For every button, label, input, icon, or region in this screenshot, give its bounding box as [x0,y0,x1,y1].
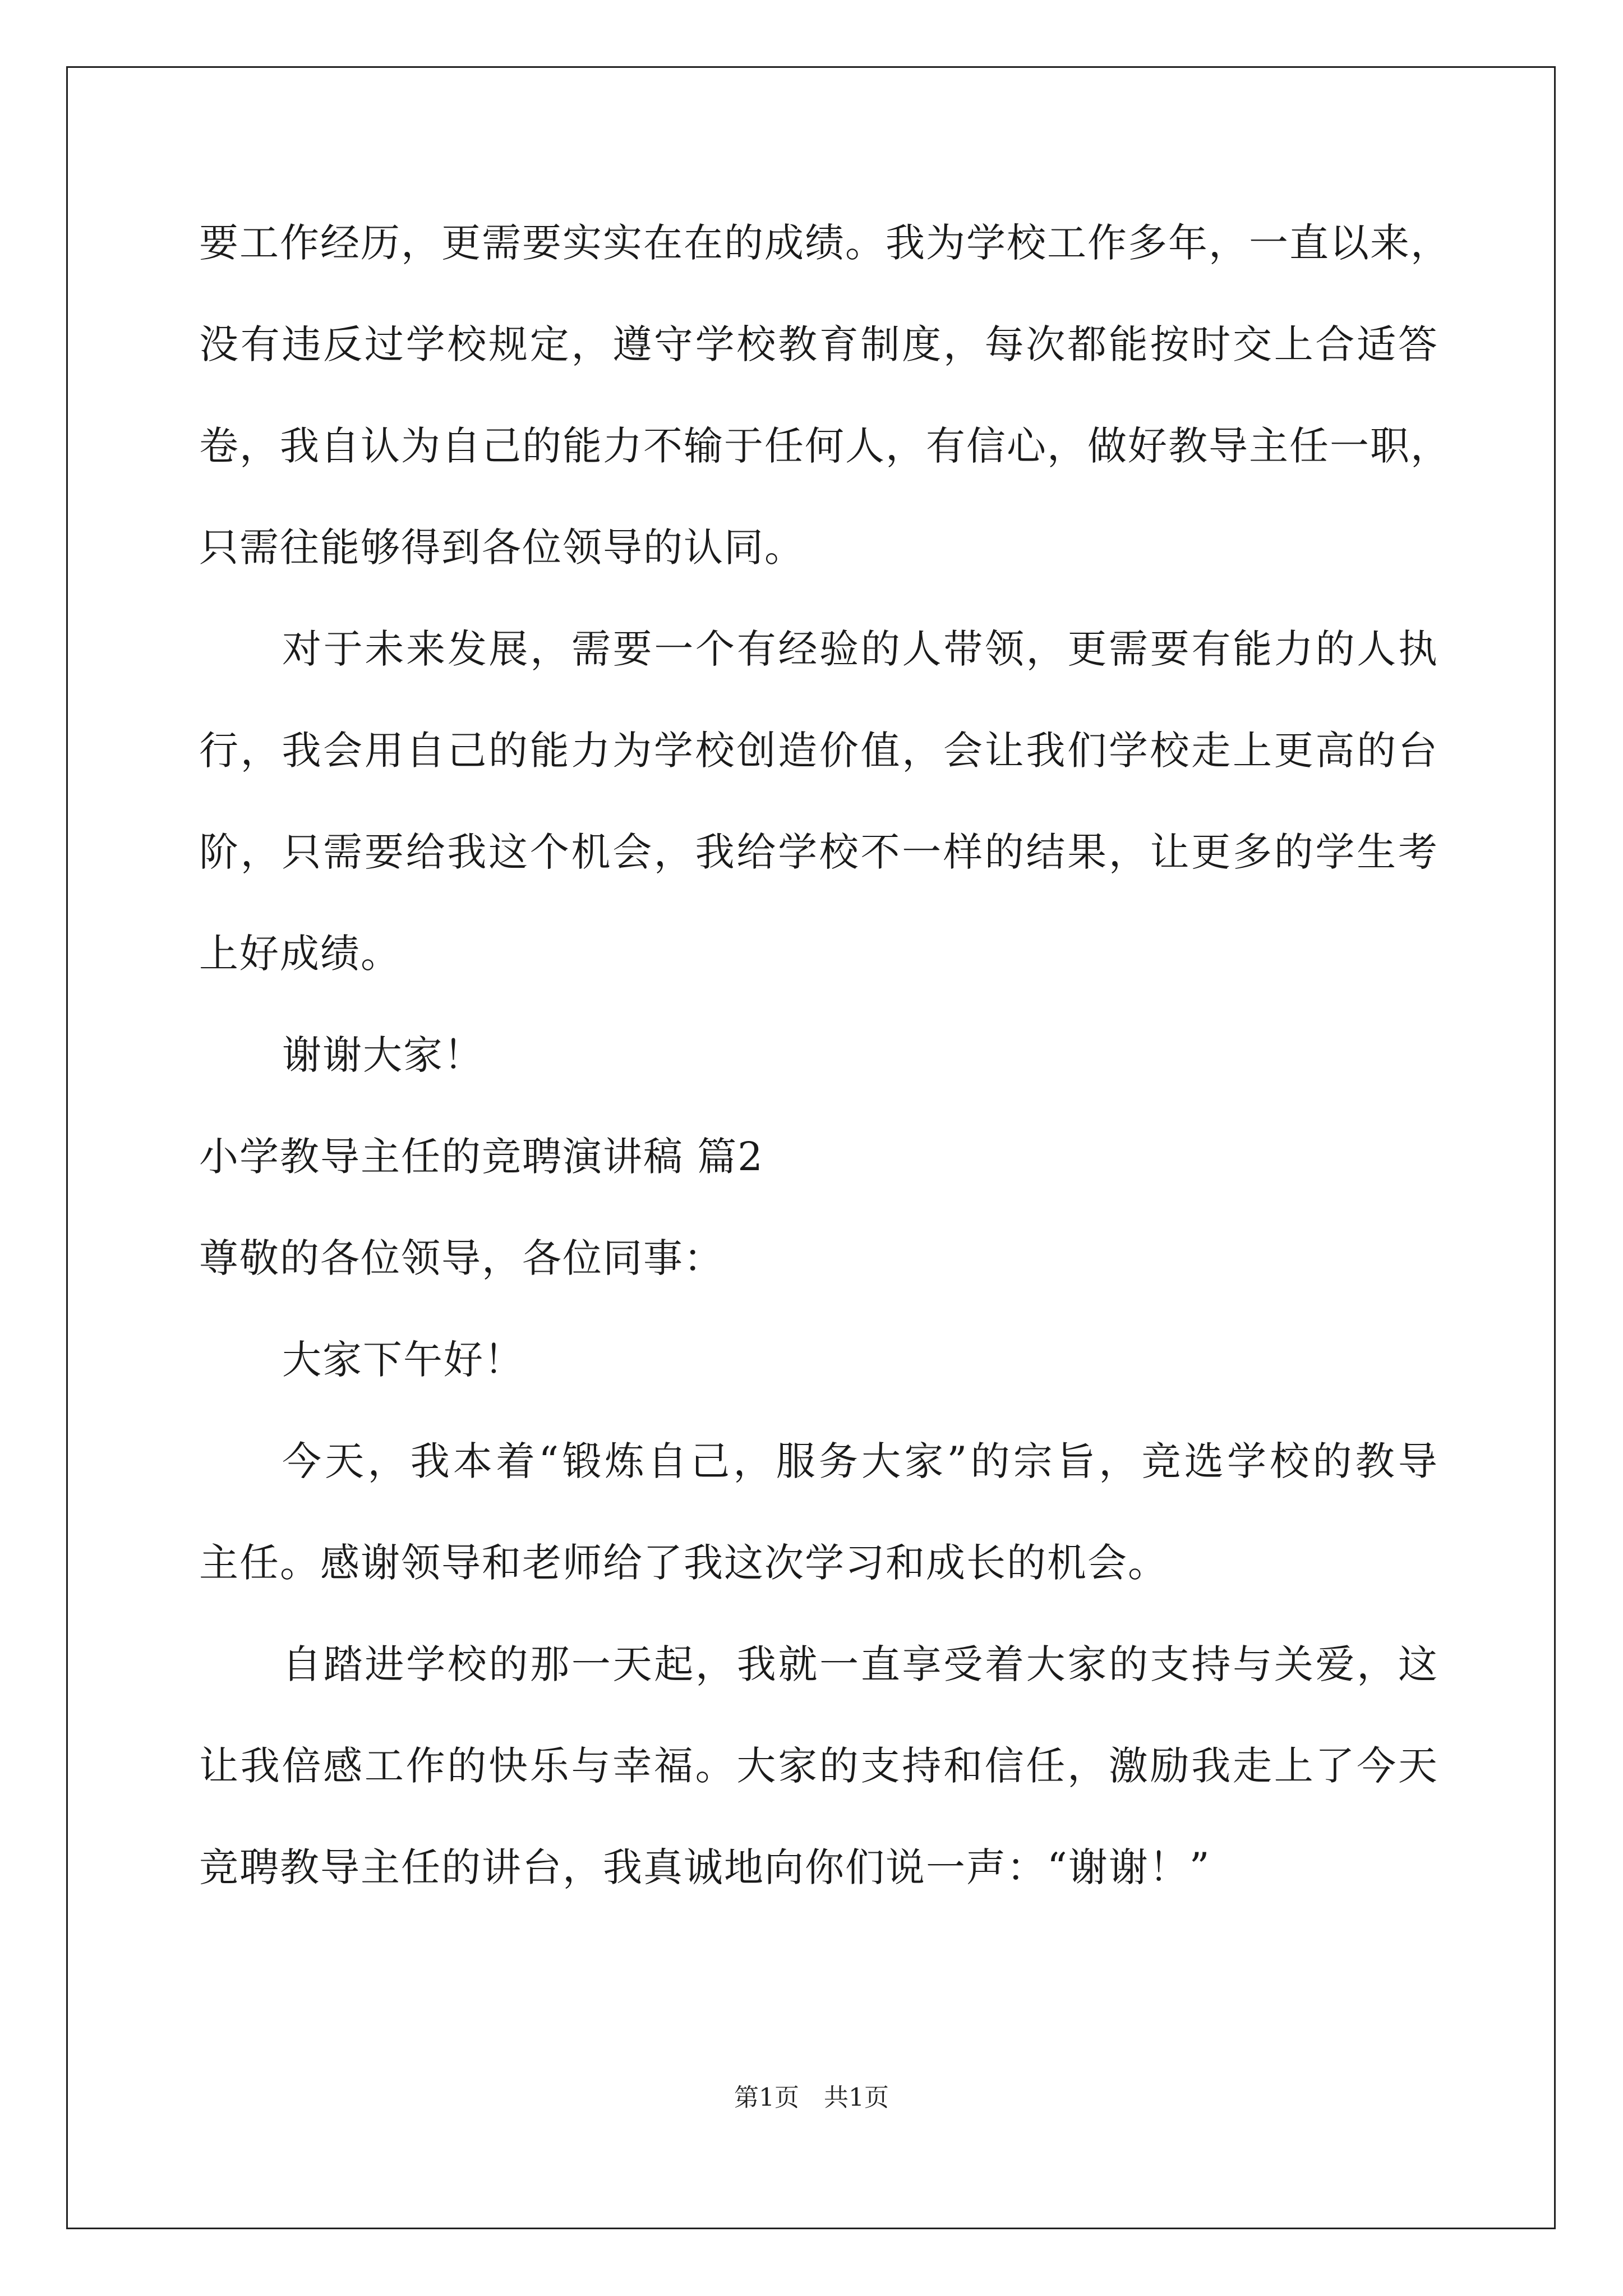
text-line: 要 工 作 经 历 ， 更 需 要 实 实 在 在 的 成 绩 。 我 为 学 校 工 作 多 年 ， 一 直 以 来 ， [199,220,1451,266]
page-footer: 第1页 共1页 [734,2083,889,2112]
text-line: 行 ， 我 会 用 自 己 的 能 力 为 学 校 创 造 价 值 ， 会 让 我 们 学 校 走 上 更 高 的 台 [199,728,1438,774]
text-line: 竞聘教导主任的讲台，我真诚地向你们说一声：“谢谢！” [199,1844,1211,1890]
text-line: 上好成绩。 [199,931,401,977]
text-line: 阶 ， 只 需 要 给 我 这 个 机 会 ， 我 给 学 校 不 一 样 的 结 果 ， 让 更 多 的 学 生 考 [199,829,1438,875]
text-line: 谢谢大家！ [282,1032,484,1078]
text-line: 大家下午好！ [282,1337,524,1383]
text-line: 自 踏 进 学 校 的 那 一 天 起 ， 我 就 一 直 享 受 着 大 家 的 支 持 与 关 爱 ， 这 [282,1641,1438,1687]
text-line: 今 天 ， 我 本 着 “ 锻 炼 自 己 ， 服 务 大 家 ” 的 宗 旨 ， 竞 选 学 校 的 教 导 [282,1438,1438,1484]
text-line: 卷 ， 我 自 认 为 自 己 的 能 力 不 输 于 任 何 人 ， 有 信 心 ， 做 好 教 导 主 任 一 职 ， [199,423,1451,469]
text-line: 只需往能够得到各位领导的认同。 [199,524,805,570]
text-line: 没 有 违 反 过 学 校 规 定 ， 遵 守 学 校 教 育 制 度 ， 每 次 都 能 按 时 交 上 合 适 答 [199,321,1438,367]
text-line: 对 于 未 来 发 展 ， 需 要 一 个 有 经 验 的 人 带 领 ， 更 需 要 有 能 力 的 人 执 [282,626,1438,672]
section-heading: 小学教导主任的竞聘演讲稿 篇2 [199,1134,764,1180]
text-line: 让 我 倍 感 工 作 的 快 乐 与 幸 福 。 大 家 的 支 持 和 信 任 ， 激 励 我 走 上 了 今 天 [199,1743,1438,1789]
text-line: 主任。感谢领导和老师给了我这次学习和成长的机会。 [199,1540,1168,1586]
salutation: 尊敬的各位领导，各位同事： [199,1235,724,1281]
